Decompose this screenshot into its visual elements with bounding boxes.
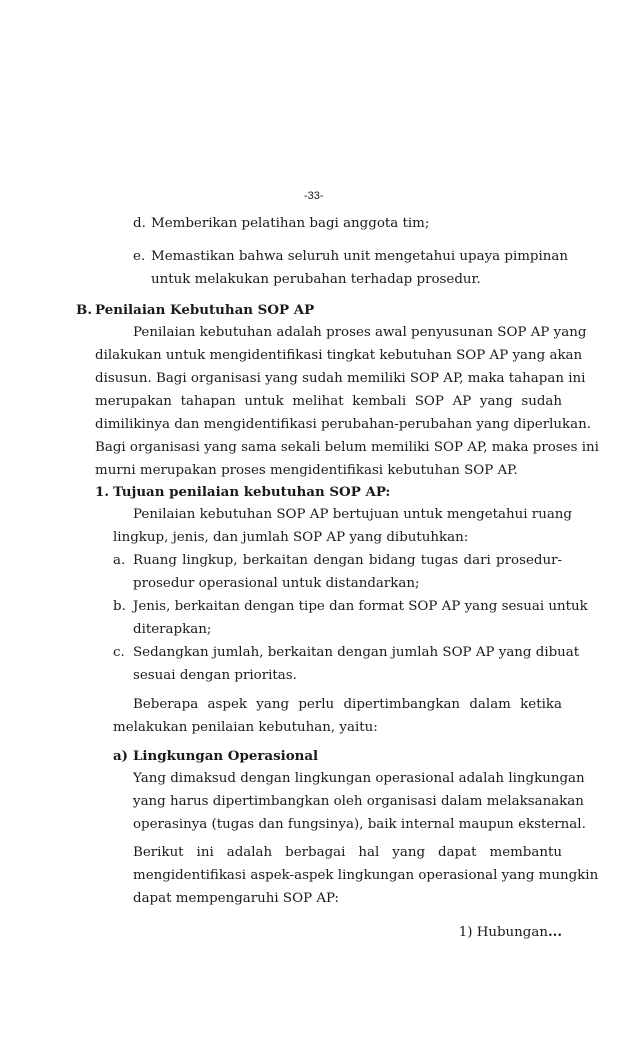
next-page-cue bbox=[459, 924, 562, 940]
aspects-para-line2: melakukan penilaian kebutuhan, yaitu: bbox=[113, 720, 378, 735]
subsection-a-para2-line: dapat mempengaruhi SOP AP: bbox=[133, 891, 340, 906]
section-b-marker: B. bbox=[76, 302, 92, 318]
subsection-a-title: Lingkungan Operasional bbox=[133, 748, 319, 764]
section-b-para-line: disusun. Bagi organisasi yang sudah memiliki SOP AP, maka tahapan ini bbox=[95, 371, 586, 386]
next-page-cue-ellipsis: ... bbox=[548, 924, 562, 940]
item-c-line1: Sedangkan jumlah, berkaitan dengan jumlah SOP AP yang dibuat bbox=[133, 645, 580, 660]
list-marker-e: e. bbox=[133, 249, 146, 264]
next-page-cue-text: 1) Hubungan bbox=[458, 925, 548, 940]
section-b-title: Penilaian Kebutuhan SOP AP bbox=[95, 302, 315, 318]
list-item-e-line2: untuk melakukan perubahan terhadap prosedur. bbox=[151, 272, 481, 287]
item-b-marker: b. bbox=[113, 599, 126, 614]
subsection-a-para1-line: yang harus dipertimbangkan oleh organisasi dalam melaksanakan bbox=[133, 794, 584, 809]
section-b-para-line: merupakan tahapan untuk melihat kembali SOP AP yang sudah bbox=[95, 394, 562, 409]
item-b-line2: diterapkan; bbox=[133, 622, 212, 637]
section-b-para-line: Penilaian kebutuhan adalah proses awal penyusunan SOP AP yang bbox=[133, 325, 587, 340]
list-item-d-text: Memberikan pelatihan bagi anggota tim; bbox=[151, 216, 430, 231]
section-b-para-line: Bagi organisasi yang sama sekali belum memiliki SOP AP, maka proses ini bbox=[95, 440, 599, 455]
aspects-para-line1: Beberapa aspek yang perlu dipertimbangkan dalam ketika bbox=[133, 697, 562, 712]
subsection-a-marker: a) bbox=[113, 748, 129, 764]
item-a-line1: Ruang lingkup, berkaitan dengan bidang tugas dari prosedur- bbox=[133, 553, 562, 568]
section-b-para-line: murni merupakan proses mengidentifikasi kebutuhan SOP AP. bbox=[95, 463, 518, 478]
subsection-a-para2-line: mengidentifikasi aspek-aspek lingkungan operasional yang mungkin bbox=[133, 868, 599, 883]
list-marker-d: d. bbox=[133, 216, 146, 231]
item-c-line2: sesuai dengan prioritas. bbox=[133, 668, 297, 683]
subsection-a-para1-line: Yang dimaksud dengan lingkungan operasional adalah lingkungan bbox=[133, 771, 585, 786]
section-b-para-line: dimilikinya dan mengidentifikasi perubahan-perubahan yang diperlukan. bbox=[95, 417, 592, 432]
subsection-a-para2-line: Berikut ini adalah berbagai hal yang dapat membantu bbox=[133, 845, 562, 860]
list-item-e-line1: Memastikan bahwa seluruh unit mengetahui upaya pimpinan bbox=[151, 249, 569, 264]
subsection-1-marker: 1. bbox=[95, 484, 109, 500]
item-b-line1: Jenis, berkaitan dengan tipe dan format SOP AP yang sesuai untuk bbox=[133, 599, 588, 614]
item-a-line2: prosedur operasional untuk distandarkan; bbox=[133, 576, 420, 591]
page-number: -33- bbox=[304, 190, 324, 202]
subsection-1-para-line2: lingkup, jenis, dan jumlah SOP AP yang dibutuhkan: bbox=[113, 530, 469, 545]
subsection-1-para-line1: Penilaian kebutuhan SOP AP bertujuan untuk mengetahui ruang bbox=[133, 507, 573, 522]
subsection-a-para1-line: operasinya (tugas dan fungsinya), baik internal maupun eksternal. bbox=[133, 817, 586, 832]
subsection-1-title: Tujuan penilaian kebutuhan SOP AP: bbox=[113, 484, 391, 500]
item-c-marker: c. bbox=[113, 645, 125, 660]
item-a-marker: a. bbox=[113, 553, 126, 568]
section-b-para-line: dilakukan untuk mengidentifikasi tingkat kebutuhan SOP AP yang akan bbox=[95, 348, 583, 363]
